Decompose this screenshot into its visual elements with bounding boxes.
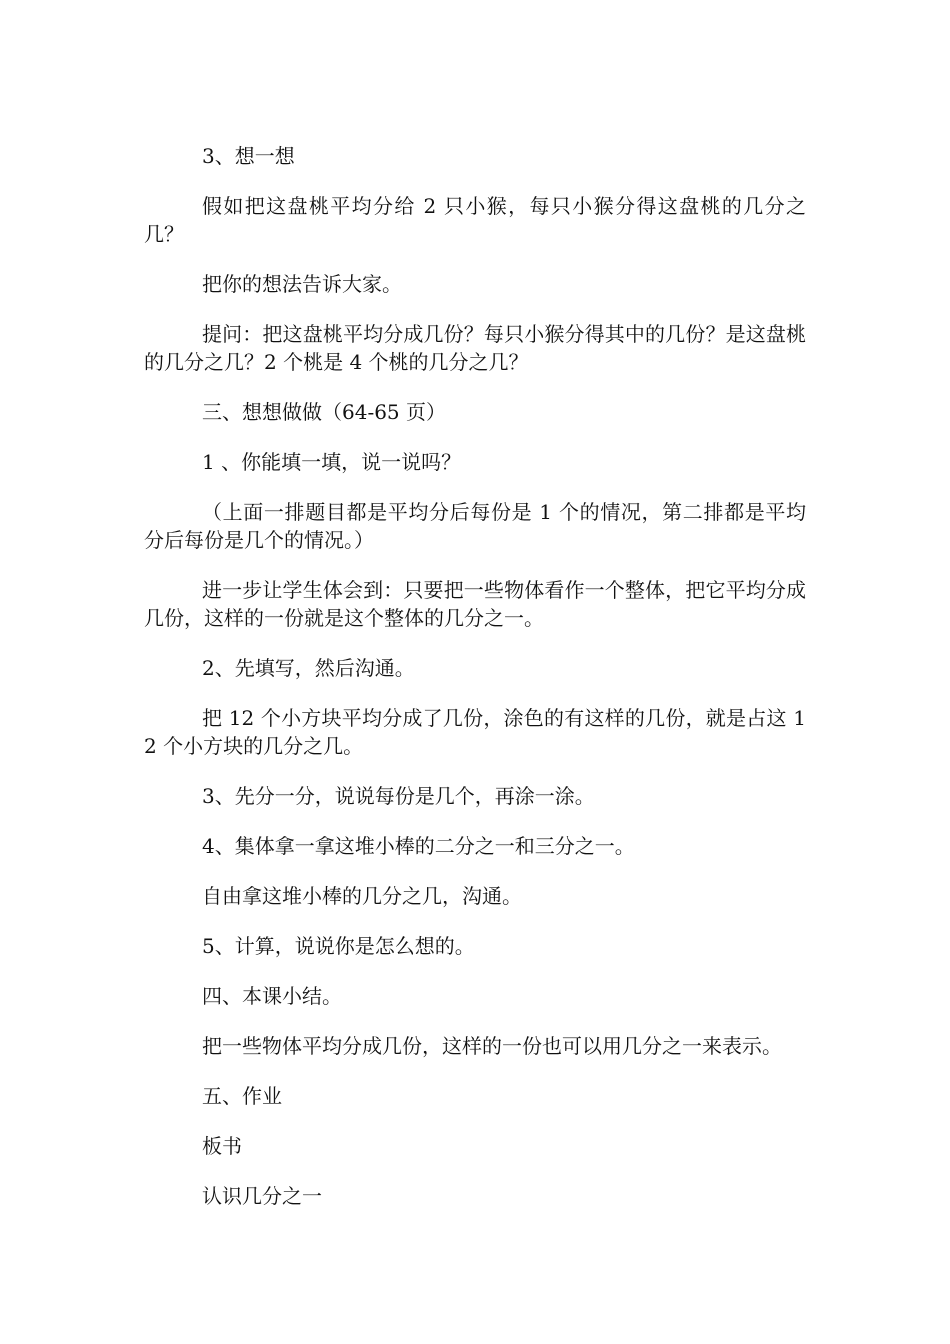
- paragraph-exercise-2: 2、先填写，然后沟通。: [202, 656, 415, 680]
- paragraph-exercise-5: 5、计算，说说你是怎么想的。: [202, 934, 475, 958]
- section-heading-exercises: 三、想想做做（64-65 页）: [202, 400, 447, 424]
- paragraph-exercise-3: 3、先分一分，说说每份是几个，再涂一涂。: [202, 784, 595, 808]
- paragraph-summary: 把一些物体平均分成几份，这样的一份也可以用几分之一来表示。: [202, 1034, 782, 1058]
- paragraph-board-writing: 板书: [202, 1134, 242, 1158]
- paragraph-exercise-1: 1 、你能填一填，说一说吗？: [202, 450, 462, 474]
- paragraph-questions: 提问：把这盘桃平均分成几份？每只小猴分得其中的几份？是这盘桃的几分之几？2 个桃是 4 个桃的几分之几？: [144, 322, 806, 374]
- paragraph-further-understanding: 进一步让学生体会到：只要把一些物体看作一个整体，把它平均分成几份，这样的一份就是这个整体的几分之一。: [144, 578, 806, 630]
- paragraph-exercise-4-free: 自由拿这堆小棒的几分之几，沟通。: [202, 884, 522, 908]
- paragraph-exercise-1-note: （上面一排题目都是平均分后每份是 1 个的情况，第二排都是平均分后每份是几个的情况。）: [144, 500, 806, 552]
- paragraph-share-ideas: 把你的想法告诉大家。: [202, 272, 402, 296]
- paragraph-exercise-2-detail: 把 12 个小方块平均分成了几份，涂色的有这样的几份，就是占这 12 个小方块的几分之几。: [144, 706, 806, 758]
- paragraph-board-title: 认识几分之一: [202, 1184, 322, 1208]
- section-heading-homework: 五、作业: [202, 1084, 282, 1108]
- section-heading-summary: 四、本课小结。: [202, 984, 342, 1008]
- paragraph-exercise-4: 4、集体拿一拿这堆小棒的二分之一和三分之一。: [202, 834, 635, 858]
- paragraph-question-monkeys: 假如把这盘桃平均分给 2 只小猴，每只小猴分得这盘桃的几分之几？: [144, 194, 806, 246]
- section-heading-think: 3、想一想: [202, 144, 295, 168]
- document-body: [144, 142, 806, 1232]
